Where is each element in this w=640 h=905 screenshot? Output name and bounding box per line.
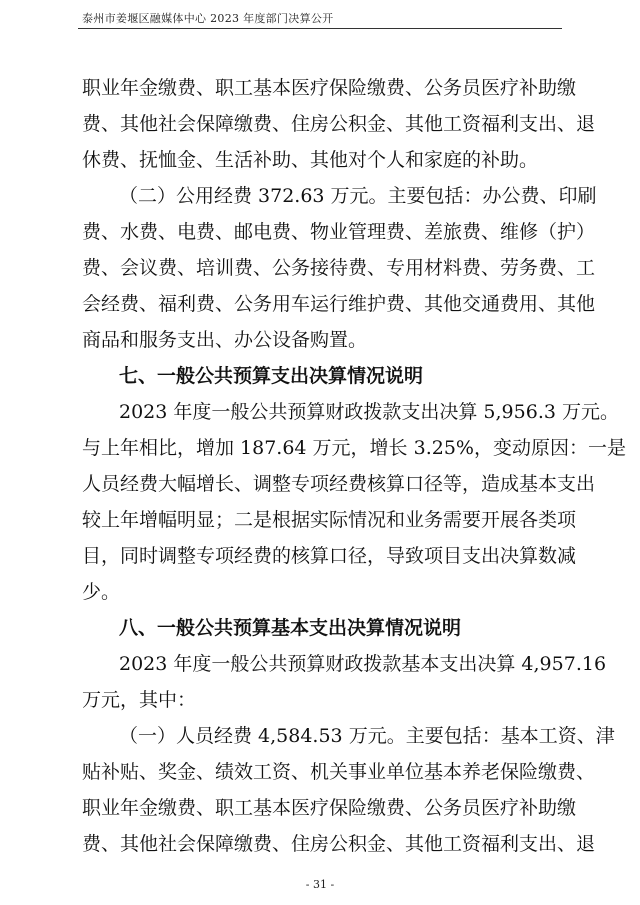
body-line: 费、其他社会保障缴费、住房公积金、其他工资福利支出、退 [82,113,596,135]
section-heading: 七、一般公共预算支出决算情况说明 [119,365,424,387]
body-line: 商品和服务支出、办公设备购置。 [82,329,368,351]
body-line: 人员经费大幅增长、调整专项经费核算口径等，造成基本支出 [82,473,596,495]
body-line: 贴补贴、奖金、绩效工资、机关事业单位基本养老保险缴费、 [82,761,596,783]
body-line: 休费、抚恤金、生活补助、其他对个人和家庭的补助。 [82,149,539,171]
body-line: 职业年金缴费、职工基本医疗保险缴费、公务员医疗补助缴 [82,797,577,819]
body-line: （二）公用经费 372.63 万元。主要包括：办公费、印刷 [119,185,597,207]
body-line: 职业年金缴费、职工基本医疗保险缴费、公务员医疗补助缴 [82,77,577,99]
body-line: 费、水费、电费、邮电费、物业管理费、差旅费、维修（护） [82,221,596,243]
body-line: 与上年相比，增加 187.64 万元，增长 3.25%，变动原因：一是 [82,437,626,459]
body-line: 2023 年度一般公共预算财政拨款支出决算 5,956.3 万元。 [119,401,619,423]
section-heading: 八、一般公共预算基本支出决算情况说明 [119,617,462,639]
header-divider [78,28,562,29]
body-line: 会经费、福利费、公务用车运行维护费、其他交通费用、其他 [82,293,596,315]
body-line: 费、其他社会保障缴费、住房公积金、其他工资福利支出、退 [82,833,596,855]
body-line: 费、会议费、培训费、公务接待费、专用材料费、劳务费、工 [82,257,596,279]
body-line: 2023 年度一般公共预算财政拨款基本支出决算 4,957.16 [119,653,607,675]
page-header: 泰州市姜堰区融媒体中心 2023 年度部门决算公开 [82,12,334,25]
body-line: 万元，其中： [82,689,197,711]
page-number: - 31 - [305,878,335,891]
body-line: 少。 [82,581,121,603]
body-line: （一）人员经费 4,584.53 万元。主要包括：基本工资、津 [119,725,615,747]
body-line: 较上年增幅明显；二是根据实际情况和业务需要开展各类项 [82,509,577,531]
body-line: 目，同时调整专项经费的核算口径，导致项目支出决算数减 [82,545,577,567]
